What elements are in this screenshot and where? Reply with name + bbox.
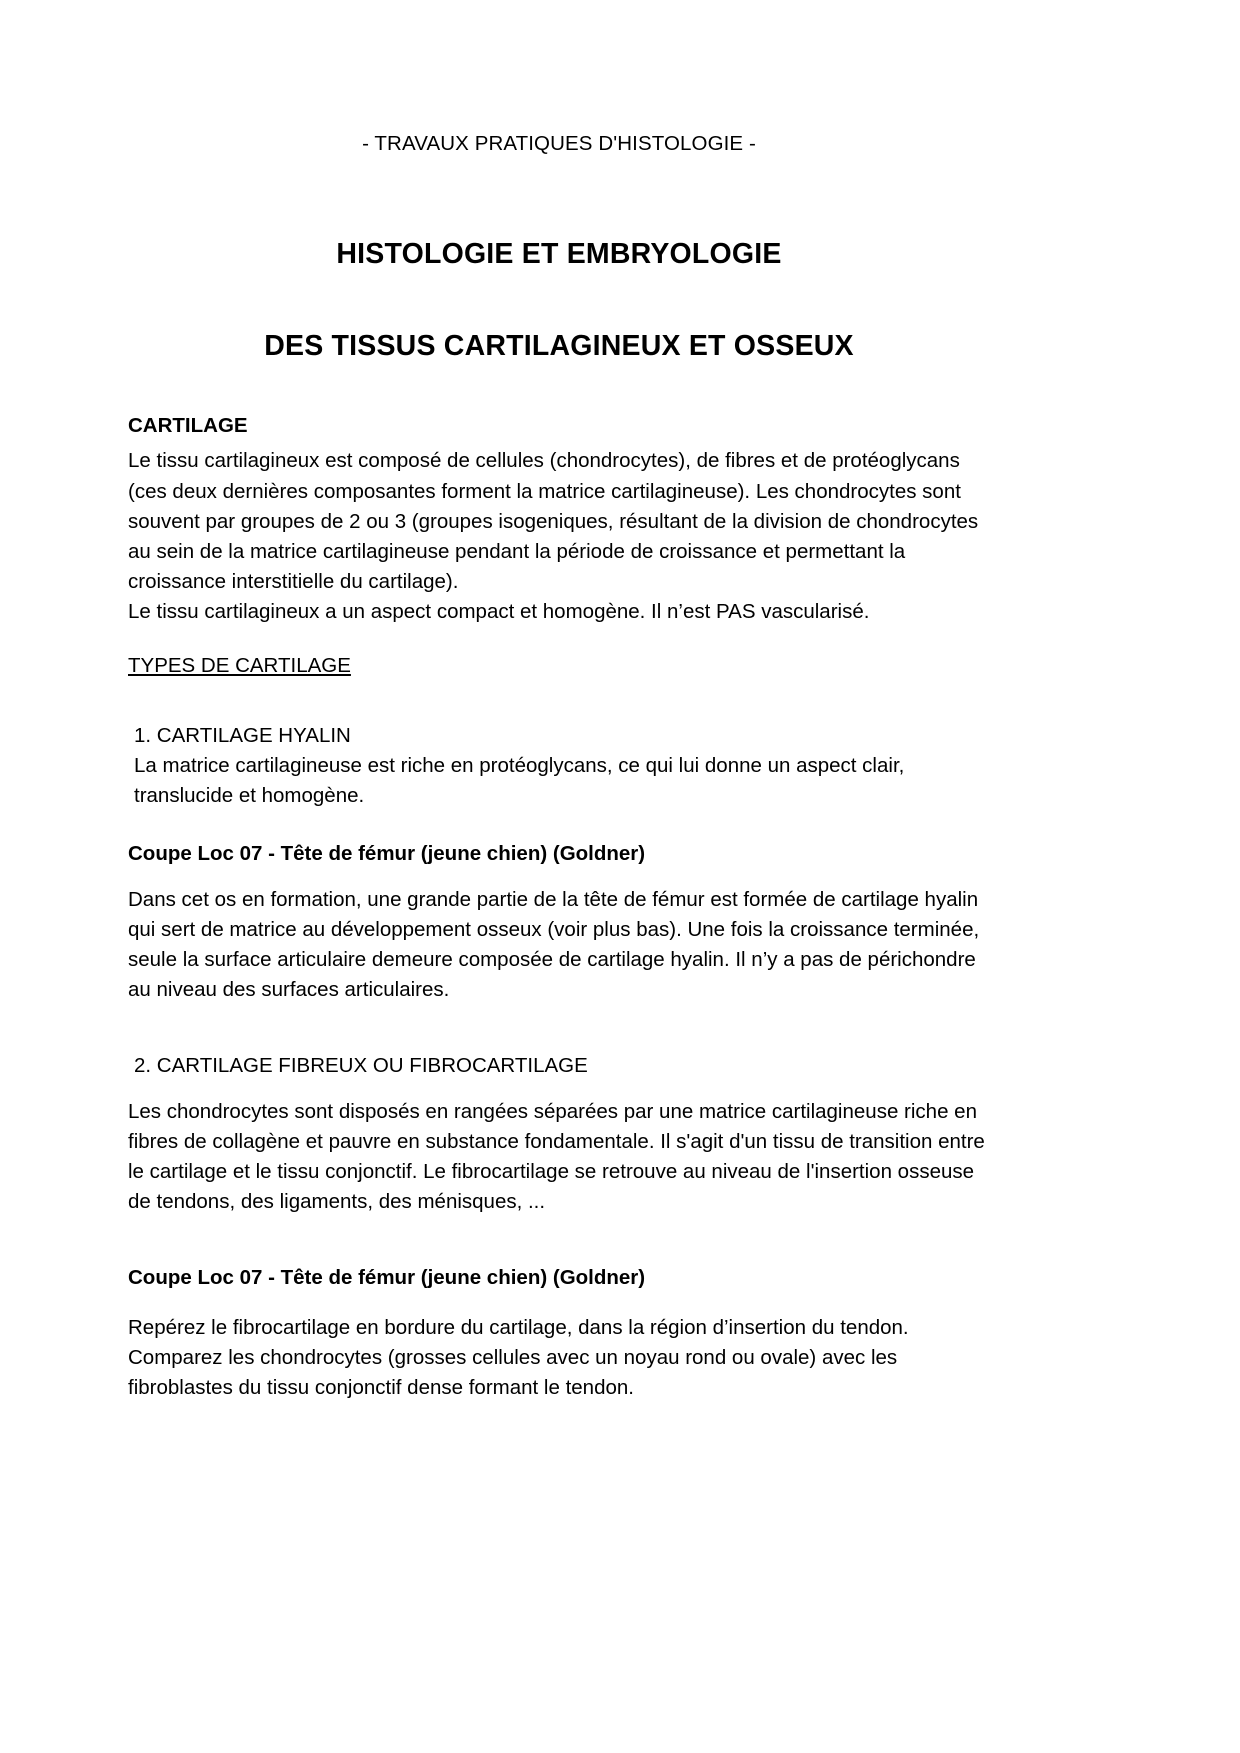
running-header: - TRAVAUX PRATIQUES D'HISTOLOGIE - bbox=[362, 132, 756, 155]
paragraph-coupe-loc-07-fibrocartilage: Repérez le fibrocartilage en bordure du cartilage, dans la région d’insertion du tendon. Comparez les chondrocytes (grosses cellules avec un noyau rond ou ovale) avec les fibroblastes du tissu conjonctif dense formant le tendon. bbox=[128, 1316, 909, 1400]
document-title-line-1: HISTOLOGIE ET EMBRYOLOGIE bbox=[336, 237, 782, 270]
paragraph-cartilage-intro: Le tissu cartilagineux est composé de cellules (chondrocytes), de fibres et de protéoglycans (ces deux dernières composantes forment la matrice cartilagineuse). Les chondrocytes sont souvent par groupes de 2 ou 3 (groupes isogeniques, résultant de la division de chondrocytes au sein de la matrice cartilagineuse pendant la période de croissance et permettant la croissance interstitielle du cartilage). bbox=[128, 449, 979, 593]
heading-types-de-cartilage: TYPES DE CARTILAGE bbox=[128, 654, 351, 678]
heading-type-2-fibrocartilage: 2. CARTILAGE FIBREUX OU FIBROCARTILAGE bbox=[134, 1054, 588, 1078]
document-content bbox=[128, 0, 990, 1403]
heading-cartilage: CARTILAGE bbox=[128, 413, 248, 437]
paragraph-coupe-loc-07-hyalin: Dans cet os en formation, une grande partie de la tête de fémur est formée de cartilage hyalin qui sert de matrice au développement osseux (voir plus bas). Une fois la croissance terminée, seule la surface articulaire demeure composée de cartilage hyalin. Il n’y a pas de périchondre au niveau des surfaces articulaires. bbox=[128, 887, 980, 1002]
heading-coupe-loc-07-hyalin: Coupe Loc 07 - Tête de fémur (jeune chien) (Goldner) bbox=[128, 841, 646, 865]
heading-types-wrapper bbox=[128, 651, 990, 681]
document-title-line-2: DES TISSUS CARTILAGINEUX ET OSSEUX bbox=[264, 329, 854, 362]
paragraph-cartilage-intro-2: Le tissu cartilagineux a un aspect compact et homogène. Il n’est PAS vascularisé. bbox=[128, 600, 870, 624]
title-block bbox=[128, 236, 990, 365]
paragraph-type-2: Les chondrocytes sont disposés en rangées séparées par une matrice cartilagineuse riche en fibres de collagène et pauvre en substance fondamentale. Il s'agit d'un tissu de transition entre le cartilage et le tissu conjonctif. Le fibrocartilage se retrouve au niveau de l'insertion osseuse de tendons, des ligaments, des ménisques, ... bbox=[128, 1099, 985, 1214]
heading-type-1-cartilage-hyalin: 1. CARTILAGE HYALIN bbox=[134, 723, 351, 747]
paragraph-type-1: La matrice cartilagineuse est riche en protéoglycans, ce qui lui donne un aspect clair, translucide et homogène. bbox=[134, 753, 905, 807]
heading-coupe-loc-07-fibrocartilage: Coupe Loc 07 - Tête de fémur (jeune chien) (Goldner) bbox=[128, 1266, 646, 1290]
